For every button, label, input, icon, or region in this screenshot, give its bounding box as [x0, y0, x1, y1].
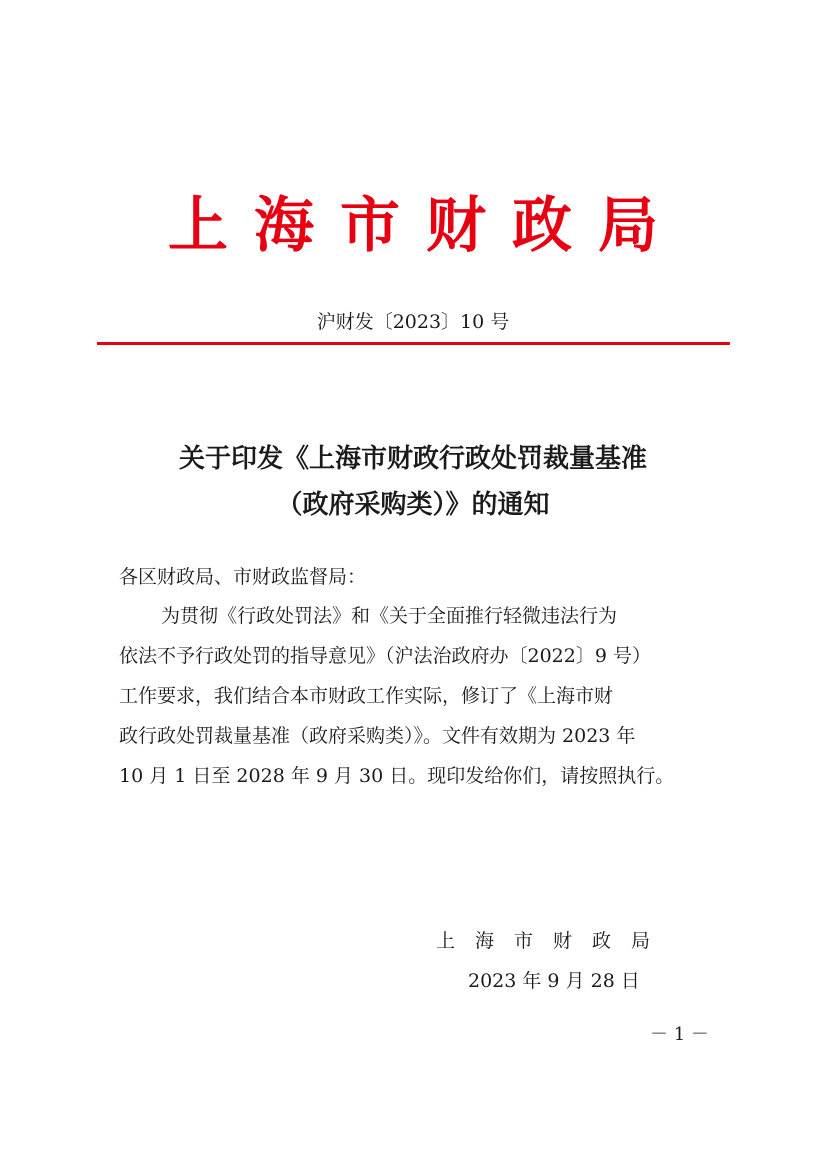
- red-divider-line: [97, 342, 730, 345]
- signature-organization: 上海市财政局: [436, 930, 671, 952]
- signature-date: 2023 年 9 月 28 日: [468, 970, 640, 992]
- body-paragraph: [119, 596, 713, 796]
- body-line: 政行政处罚裁量基准（政府采购类）》。文件有效期为 2023 年: [119, 725, 636, 747]
- body-line: 工作要求，我们结合本市财政工作实际，修订了《上海市财: [119, 685, 614, 707]
- body-line: 10 月 1 日至 2028 年 9 月 30 日。现印发给你们，请按照执行。: [119, 765, 675, 787]
- issuer-title: 上海市财政局: [168, 191, 684, 261]
- document-number: 沪财发〔2023〕10 号: [316, 311, 510, 333]
- notice-title-line-1: 关于印发《上海市财政行政处罚裁量基准: [178, 444, 647, 474]
- body-line: 依法不予行政处罚的指导意见》（沪法治政府办〔2022〕9 号）: [119, 645, 651, 667]
- page-number: － 1 －: [650, 1024, 709, 1045]
- salutation: 各区财政局、市财政监督局：: [119, 566, 367, 588]
- notice-title-line-2: （政府采购类）》的通知: [276, 490, 550, 520]
- body-line: 为贯彻《行政处罚法》和《关于全面推行轻微违法行为: [161, 605, 618, 627]
- notice-title: [0, 436, 826, 528]
